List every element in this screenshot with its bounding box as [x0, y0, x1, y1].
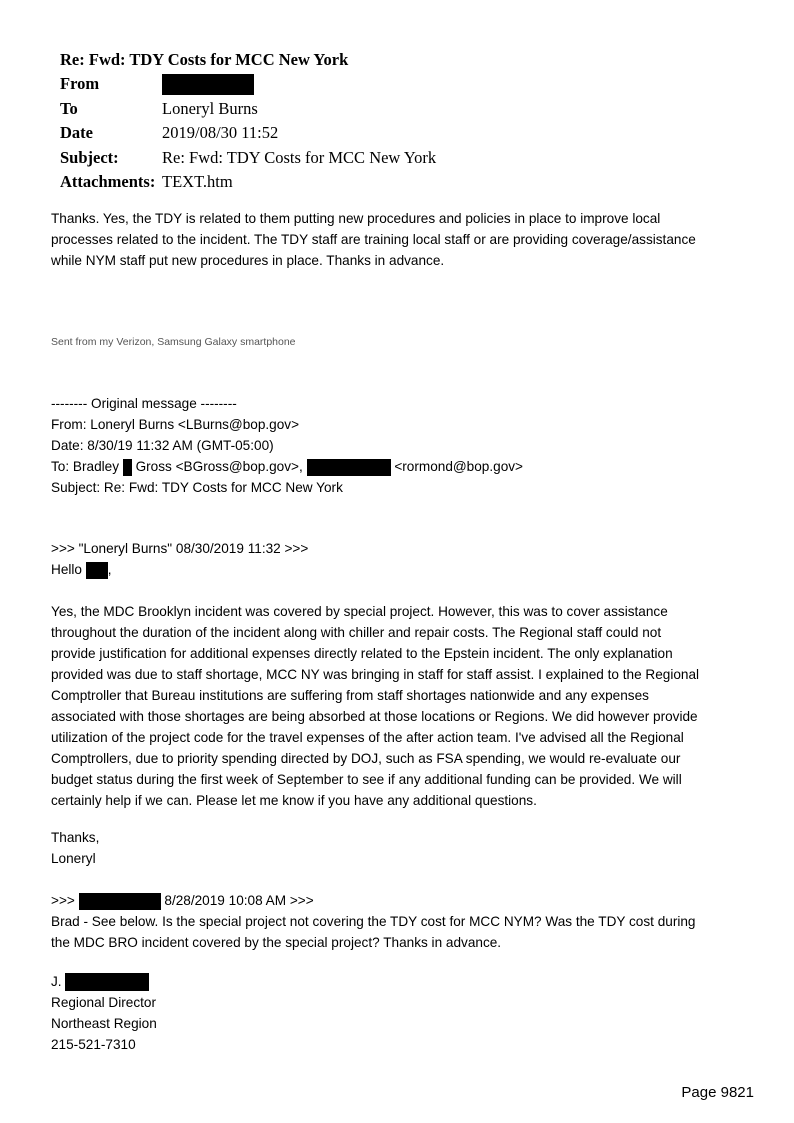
signature-phone: 215-521-7310: [51, 1037, 136, 1052]
subject-value: Re: Fwd: TDY Costs for MCC New York: [162, 147, 437, 167]
to-suffix: <rormond@bop.gov>: [394, 459, 523, 474]
quote-header: [51, 890, 695, 911]
quote-header: >>> "Loneryl Burns" 08/30/2019 11:32 >>>: [51, 541, 309, 556]
burns-message: [51, 538, 308, 580]
body-line: the MDC BRO incident covered by the special project? Thanks in advance.: [51, 935, 502, 950]
separator-line: -------- Original message --------: [51, 396, 237, 411]
reply-text: [51, 208, 696, 271]
body-line: utilization of the project code for the travel expenses of the after action team. I've advised all the Regional: [51, 730, 684, 745]
date-label: Date: [60, 123, 93, 142]
signoff-name: Loneryl: [51, 851, 96, 866]
signature-name: [51, 971, 157, 992]
subject-row: [60, 146, 436, 171]
redaction-block: [86, 562, 108, 579]
original-date-line: Date: 8/30/19 11:32 AM (GMT-05:00): [51, 438, 274, 453]
attachments-value: TEXT.htm: [162, 172, 233, 191]
body-line: budget status during the first week of September to see if any additional funding can be provided. We will: [51, 772, 682, 787]
to-mid: Gross <BGross@bop.gov>,: [135, 459, 303, 474]
signature-region: Northeast Region: [51, 1016, 157, 1031]
original-subject-line: Subject: Re: Fwd: TDY Costs for MCC New York: [51, 480, 343, 495]
redaction-block: [307, 459, 391, 476]
greeting-comma: ,: [107, 562, 112, 577]
body-line: Comptrollers, due to priority spending directed by DOJ, such as FSA spending, we would re-evaluate our: [51, 751, 681, 766]
redaction-block: [162, 74, 254, 95]
to-prefix: To: Bradley: [51, 459, 120, 474]
quote-suffix: 8/28/2019 10:08 AM >>>: [164, 893, 314, 908]
page-number: Page 9821: [681, 1084, 754, 1101]
body-line: Thanks. Yes, the TDY is related to them putting new procedures and policies in place to improve local: [51, 211, 661, 226]
mobile-signature: Sent from my Verizon, Samsung Galaxy smartphone: [51, 336, 296, 348]
to-value: Loneryl Burns: [162, 98, 258, 118]
body-line: while NYM staff put new procedures in place. Thanks in advance.: [51, 253, 445, 268]
signature-title: Regional Director: [51, 995, 157, 1010]
to-row: [60, 97, 436, 122]
body-line: associated with those shortages are being absorbed at those locations or Regions. We did however provide: [51, 709, 698, 724]
email-header: [60, 48, 436, 195]
date-value: 2019/08/30 11:52: [162, 123, 279, 142]
subject-label: Subject:: [60, 147, 119, 167]
redaction-block: [123, 459, 132, 476]
burns-message-body: [51, 601, 699, 811]
body-line: throughout the duration of the incident along with chiller and repair costs. The Regional staff could not: [51, 625, 662, 640]
burns-signoff: [51, 827, 99, 869]
email-title: Re: Fwd: TDY Costs for MCC New York: [60, 50, 349, 69]
body-line: provide justification for additional expenses directly related to the Epstein incident. The only explanation: [51, 646, 673, 661]
greeting: [51, 559, 308, 580]
quote-prefix: >>>: [51, 893, 75, 908]
body-line: Yes, the MDC Brooklyn incident was covered by special project. However, this was to cover assistance: [51, 604, 668, 619]
body-line: processes related to the incident. The TDY staff are training local staff or are providing coverage/assistance: [51, 232, 696, 247]
redaction-block: [79, 893, 161, 910]
redaction-block: [65, 973, 149, 991]
body-line: provided was due to staff shortage, MCC NY was bringing in staff for staff assist. I explained to the Regional: [51, 667, 700, 682]
signature-initial: J.: [51, 974, 62, 989]
original-to-line: [51, 456, 523, 477]
regional-director-message: [51, 890, 695, 953]
attachments-label: Attachments:: [60, 172, 156, 191]
from-label: From: [60, 74, 100, 93]
attachments-row: [60, 170, 436, 195]
body-line: certainly help if we can. Please let me know if you have any additional questions.: [51, 793, 537, 808]
date-row: [60, 121, 436, 146]
body-line: Comptroller that Bureau institutions are suffering from staff shortages nationwide and any expenses: [51, 688, 649, 703]
regional-director-signature: [51, 971, 157, 1055]
from-row: [60, 72, 436, 97]
to-label: To: [60, 98, 78, 118]
greeting-text: Hello: [51, 562, 82, 577]
original-message-header: [51, 393, 523, 498]
body-line: Brad - See below. Is the special project not covering the TDY cost for MCC NYM? Was the TDY cost during: [51, 914, 696, 929]
signoff-thanks: Thanks,: [51, 830, 100, 845]
original-from-line: From: Loneryl Burns <LBurns@bop.gov>: [51, 417, 300, 432]
